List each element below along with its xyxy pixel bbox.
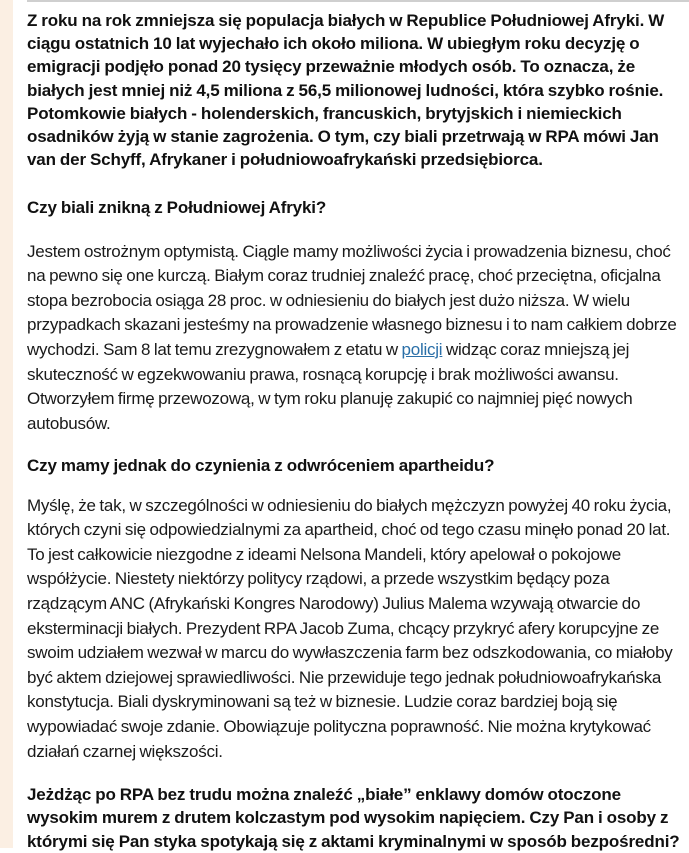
top-divider [27,0,689,2]
policja-link[interactable]: policji [401,340,443,359]
interview-answer-2: Myślę, że tak, w szczególności w odniesieniu do białych mężczyzn powyżej 40 roku życia, których czyni się odpowiedzialnymi za apartheid, choć od tego czasu minęło ponad 20 lat. To jest całkowicie niezgodne z ideami Nelsona Mandeli, który apelował o pokojowe współżycie. Niestety niektórzy politycy rządowi, a przede wszystkim będący poza rządzącym ANC (Afrykański Kongres Narodowy) Julius Malema wzywają otwarcie do eksterminacji białych. Prezydent RPA Jacob Zuma, chcący przykryć afery korupcyjne ze swoim udziałem wezwał w marcu do wywłaszczenia farm bez odszkodowania, co miałoby być aktem dziejowej sprawiedliwości. Nie przewiduje tego jednak południowoafrykańska konstytucja. Biali dyskryminowani są też w biznesie. Ludzie coraz bardziej boją się wypowiadać swoje zdanie. Obowiązuje polityczna poprawność. Nie można krytykować działań czarnej większości. [27,495,673,761]
answer-1-text-start: Jestem ostrożnym optymistą. Ciągle mamy możliwości życia i prowadzenia biznesu, choć na pewno się one kurczą. Białym coraz trudniej znaleźć pracę, choć przeciętna, oficjalna stopa bezrobocia osiąga 28 proc. w odniesieniu do białych jest dużo niższa. W wielu przypadkach skazani jesteśmy na prowadzenie własnego biznesu i to nam całkiem dobrze wychodzi. Sam 8 lat temu zrezygnowałem z etatu w [27,241,677,359]
article-body [27,9,689,853]
article-lead: Z roku na rok zmniejsza się populacja białych w Republice Południowej Afryki. W ciągu ostatnich 10 lat wyjechało ich około miliona. W ubiegłym roku decyzję o emigracji podjęło ponad 20 tysięcy przeważnie młodych osób. To oznacza, że białych jest mniej niż 4,5 miliona z 56,5 milionowej ludności, która szybko rośnie. Potomkowie białych - holenderskich, francuskich, brytyjskich i niemieckich osadników żyją w stanie zagrożenia. O tym, czy biali przetrwają w RPA mówi Jan van der Schyff, Afrykaner i południowoafrykański przedsiębiorca. [27,11,665,170]
interview-question-3: Jeżdżąc po RPA bez trudu można znaleźć „białe” enklawy domów otoczone wysokim murem z drutem kolczastym pod wysokim napięciem. Czy Pan i osoby z którymi się Pan styka spotykają się z aktami kryminalnymi w sposób bezpośredni? [27,785,680,851]
interview-question-2: Czy mamy jednak do czynienia z odwróceniem apartheidu? [27,456,495,476]
answer-1-text-end: widząc coraz mniejszą jej skuteczność w egzekwowaniu prawa, rosnącą korupcję i brak możliwości awansu. Otworzyłem firmę przewozową, w tym roku planuję zakupić co najmniej pięć nowych autobusów. [27,340,633,433]
interview-question-1: Czy biali znikną z Południowej Afryki? [27,198,327,218]
left-margin-strip [0,0,13,848]
interview-answer-1 [27,240,689,437]
